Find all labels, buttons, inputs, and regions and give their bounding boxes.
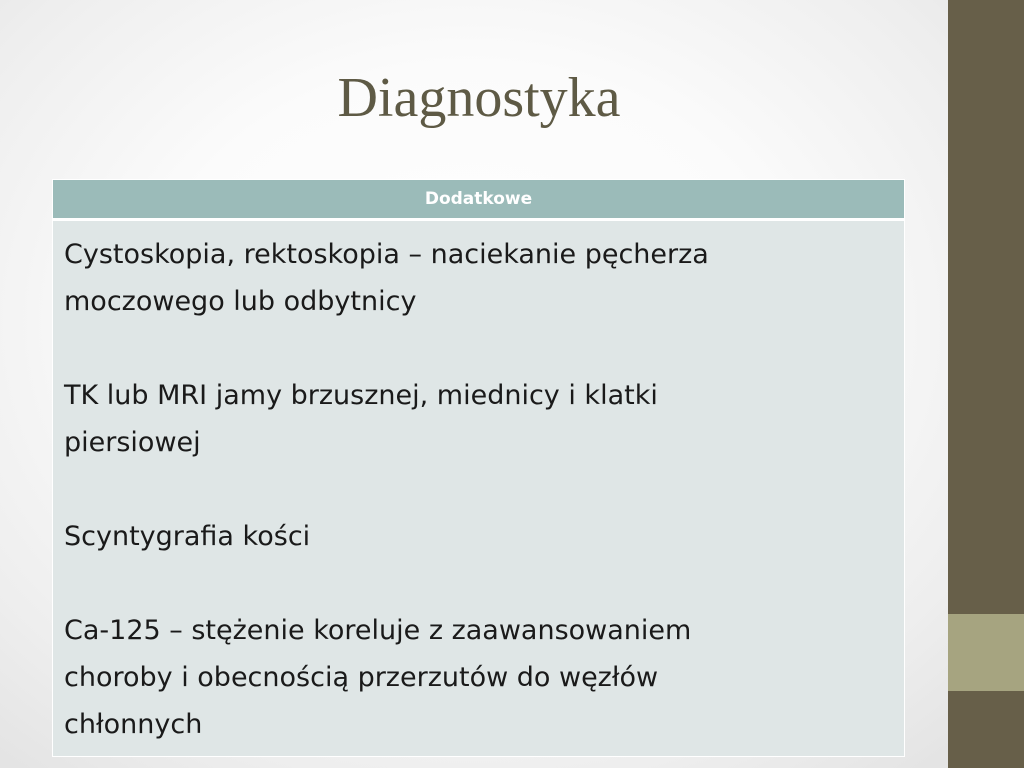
entry-line: moczowego lub odbytnicy: [64, 286, 417, 317]
entry-scyntygrafia: [64, 513, 892, 560]
entry-ca125: [64, 607, 892, 748]
entry-line: choroby i obecnością przerzutów do węzłów: [64, 662, 659, 693]
entry-spacer: [64, 325, 892, 372]
entry-line: Ca-125 – stężenie koreluje z zaawansowaniem: [64, 615, 692, 646]
content-table: [52, 179, 905, 757]
slide-title: Diagnostyka: [337, 67, 621, 129]
table-header: Dodatkowe: [53, 180, 904, 218]
entry-spacer: [64, 560, 892, 607]
entry-line: Scyntygrafia kości: [64, 521, 311, 552]
entry-spacer: [64, 466, 892, 513]
table-body-cell: [53, 221, 904, 756]
entry-line: chłonnych: [64, 709, 203, 740]
entry-line: piersiowej: [64, 427, 201, 458]
entry-line: TK lub MRI jamy brzusznej, miednicy i klatki: [64, 380, 658, 411]
side-decoration-accent: [948, 614, 1024, 691]
entry-tk-mri: [64, 372, 892, 466]
entry-line: Cystoskopia, rektoskopia – naciekanie pęcherza: [64, 239, 709, 270]
entry-cystoskopia: [64, 231, 892, 325]
